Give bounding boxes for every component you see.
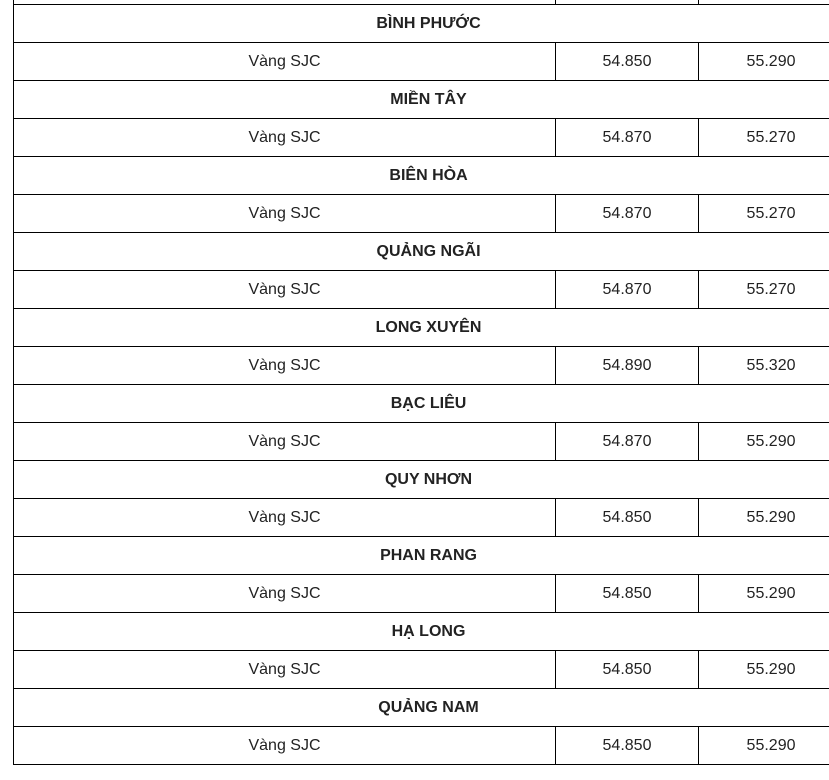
region-name: MIỀN TÂY: [14, 81, 829, 119]
region-header-row: [14, 385, 829, 423]
sell-price-cell: 55.290: [699, 727, 829, 765]
buy-price-cell: 54.850: [556, 651, 699, 689]
price-row: [14, 499, 829, 537]
region-header-row: [14, 5, 829, 43]
buy-price-cell: 54.850: [556, 499, 699, 537]
region-name: BÌNH PHƯỚC: [14, 5, 829, 43]
product-name-cell: Vàng SJC: [14, 499, 556, 537]
sell-price-cell: 55.290: [699, 575, 829, 613]
region-header-row: [14, 461, 829, 499]
product-name-cell: Vàng SJC: [14, 575, 556, 613]
sell-price-cell: 55.270: [699, 119, 829, 157]
region-header-row: [14, 613, 829, 651]
region-name: BẠC LIÊU: [14, 385, 829, 423]
sell-price-cell: 55.320: [699, 347, 829, 385]
product-name-cell: Vàng SJC: [14, 195, 556, 233]
product-name-cell: Vàng SJC: [14, 423, 556, 461]
gold-price-table: [13, 4, 829, 765]
product-name-cell: Vàng SJC: [14, 727, 556, 765]
sell-price-cell: 55.270: [699, 195, 829, 233]
region-name: BIÊN HÒA: [14, 157, 829, 195]
region-name: PHAN RANG: [14, 537, 829, 575]
buy-price-cell: 54.870: [556, 195, 699, 233]
sell-price-cell: 55.290: [699, 43, 829, 81]
region-name: QUẢNG NAM: [14, 689, 829, 727]
buy-price-cell: 54.890: [556, 347, 699, 385]
buy-price-cell: 54.850: [556, 43, 699, 81]
sell-price-cell: 55.290: [699, 651, 829, 689]
region-header-row: [14, 233, 829, 271]
price-row: [14, 727, 829, 765]
sell-price-cell: 55.270: [699, 271, 829, 309]
product-name-cell: Vàng SJC: [14, 271, 556, 309]
product-name-cell: Vàng SJC: [14, 119, 556, 157]
table-body: [14, 5, 829, 765]
product-name-cell: Vàng SJC: [14, 651, 556, 689]
region-name: LONG XUYÊN: [14, 309, 829, 347]
buy-price-cell: 54.870: [556, 119, 699, 157]
price-row: [14, 575, 829, 613]
price-row: [14, 195, 829, 233]
region-header-row: [14, 309, 829, 347]
region-header-row: [14, 537, 829, 575]
price-row: [14, 271, 829, 309]
buy-price-cell: 54.850: [556, 727, 699, 765]
price-row: [14, 119, 829, 157]
region-name: QUẢNG NGÃI: [14, 233, 829, 271]
buy-price-cell: 54.870: [556, 271, 699, 309]
region-header-row: [14, 157, 829, 195]
region-header-row: [14, 81, 829, 119]
price-row: [14, 423, 829, 461]
region-name: HẠ LONG: [14, 613, 829, 651]
sell-price-cell: 55.290: [699, 499, 829, 537]
buy-price-cell: 54.870: [556, 423, 699, 461]
price-row: [14, 43, 829, 81]
product-name-cell: Vàng SJC: [14, 43, 556, 81]
sell-price-cell: 55.290: [699, 423, 829, 461]
buy-price-cell: 54.850: [556, 575, 699, 613]
product-name-cell: Vàng SJC: [14, 347, 556, 385]
price-row: [14, 651, 829, 689]
region-name: QUY NHƠN: [14, 461, 829, 499]
region-header-row: [14, 689, 829, 727]
price-row: [14, 347, 829, 385]
